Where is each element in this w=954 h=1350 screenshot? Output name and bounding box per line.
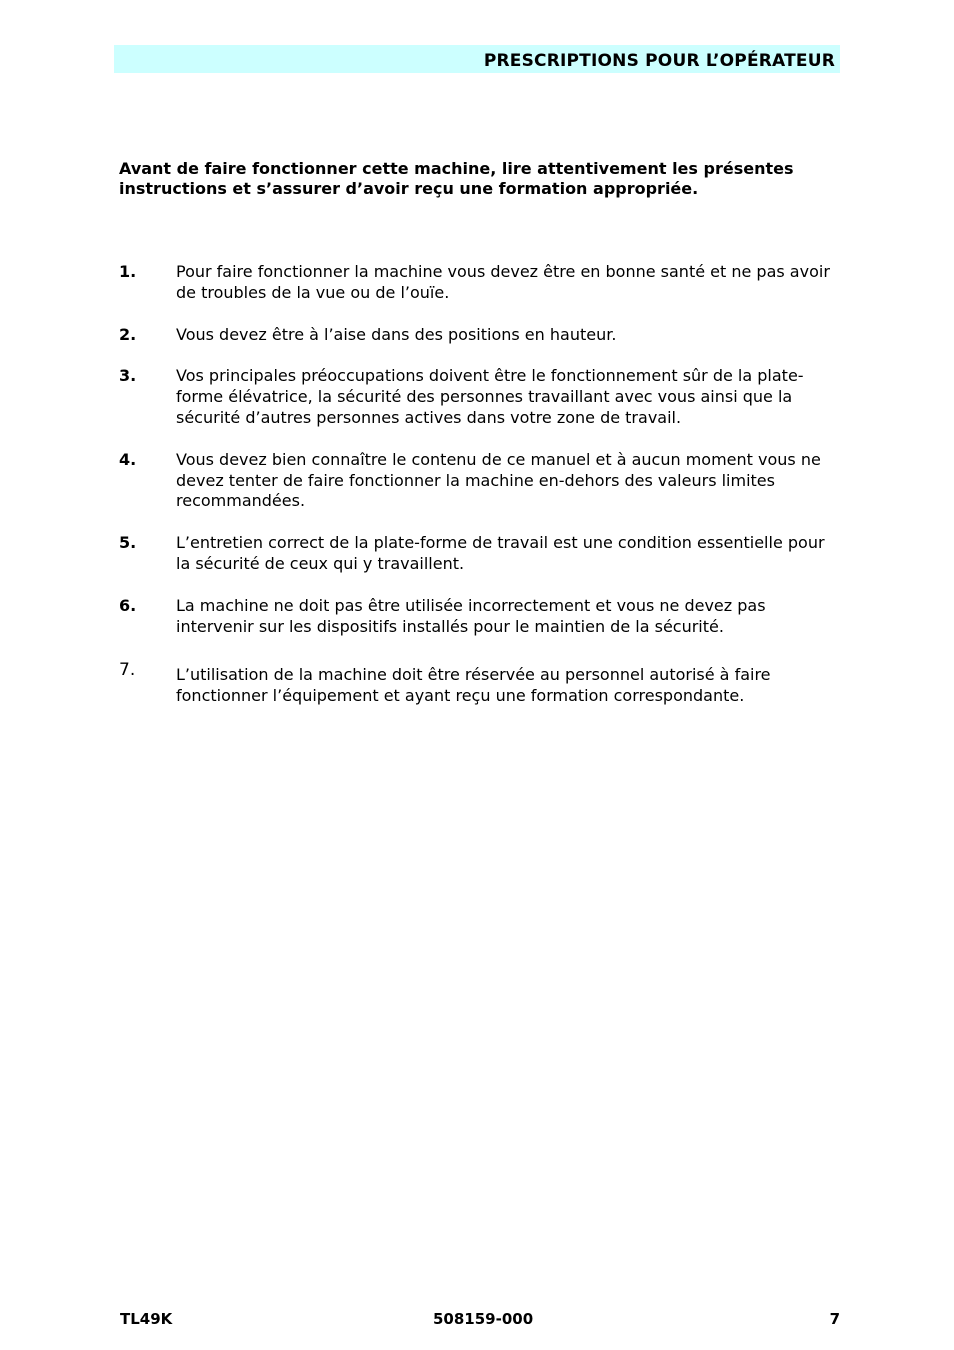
- footer-doc-number: 508159-000: [433, 1310, 534, 1328]
- item-text: Vous devez être à l’aise dans des positions en hauteur.: [176, 324, 617, 344]
- instruction-list: [119, 262, 839, 707]
- footer-model: TL49K: [120, 1310, 173, 1328]
- item-number: 7.: [119, 660, 136, 681]
- list-item: [119, 262, 839, 304]
- list-item: [119, 660, 839, 707]
- item-number: 6.: [119, 595, 137, 615]
- list-item: [119, 596, 839, 638]
- item-text: L’entretien correct de la plate-forme de travail est une condition essentielle pour la sécurité de ceux qui y travaillent.: [176, 533, 825, 573]
- page-header: [114, 45, 840, 73]
- item-text: L’utilisation de la machine doit être réservée au personnel autorisé à faire fonctionner l’équipement et ayant reçu une formation correspondante.: [176, 665, 771, 706]
- item-number: 1.: [119, 262, 137, 281]
- item-number: 3.: [119, 366, 137, 386]
- item-number: 2.: [119, 324, 137, 344]
- list-item: [119, 450, 839, 512]
- list-item: [119, 366, 839, 428]
- item-number: 5.: [119, 533, 137, 553]
- item-text: Vos principales préoccupations doivent être le fonctionnement sûr de la plate-forme élévatrice, la sécurité des personnes travaillant avec vous ainsi que la sécurité d’autres personnes actives dans votre zone de travail.: [176, 366, 804, 427]
- header-title: PRESCRIPTIONS POUR L’OPÉRATEUR: [483, 51, 835, 71]
- intro-text: Avant de faire fonctionner cette machine, lire attentivement les présentes instructions et s’assurer d’avoir reçu une formation appropriée.: [119, 159, 794, 198]
- item-number: 4.: [119, 449, 137, 469]
- item-text: Pour faire fonctionner la machine vous devez être en bonne santé et ne pas avoir de troubles de la vue ou de l’ouïe.: [176, 262, 830, 302]
- item-text: La machine ne doit pas être utilisée incorrectement et vous ne devez pas intervenir sur les dispositifs installés pour le maintien de la sécurité.: [176, 595, 766, 636]
- item-text: Vous devez bien connaître le contenu de ce manuel et à aucun moment vous ne devez tenter de faire fonctionner la machine en-dehors des valeurs limites recommandées.: [176, 449, 821, 511]
- footer-page-number: 7: [829, 1310, 840, 1328]
- list-item: [119, 533, 839, 575]
- list-item: [119, 325, 839, 346]
